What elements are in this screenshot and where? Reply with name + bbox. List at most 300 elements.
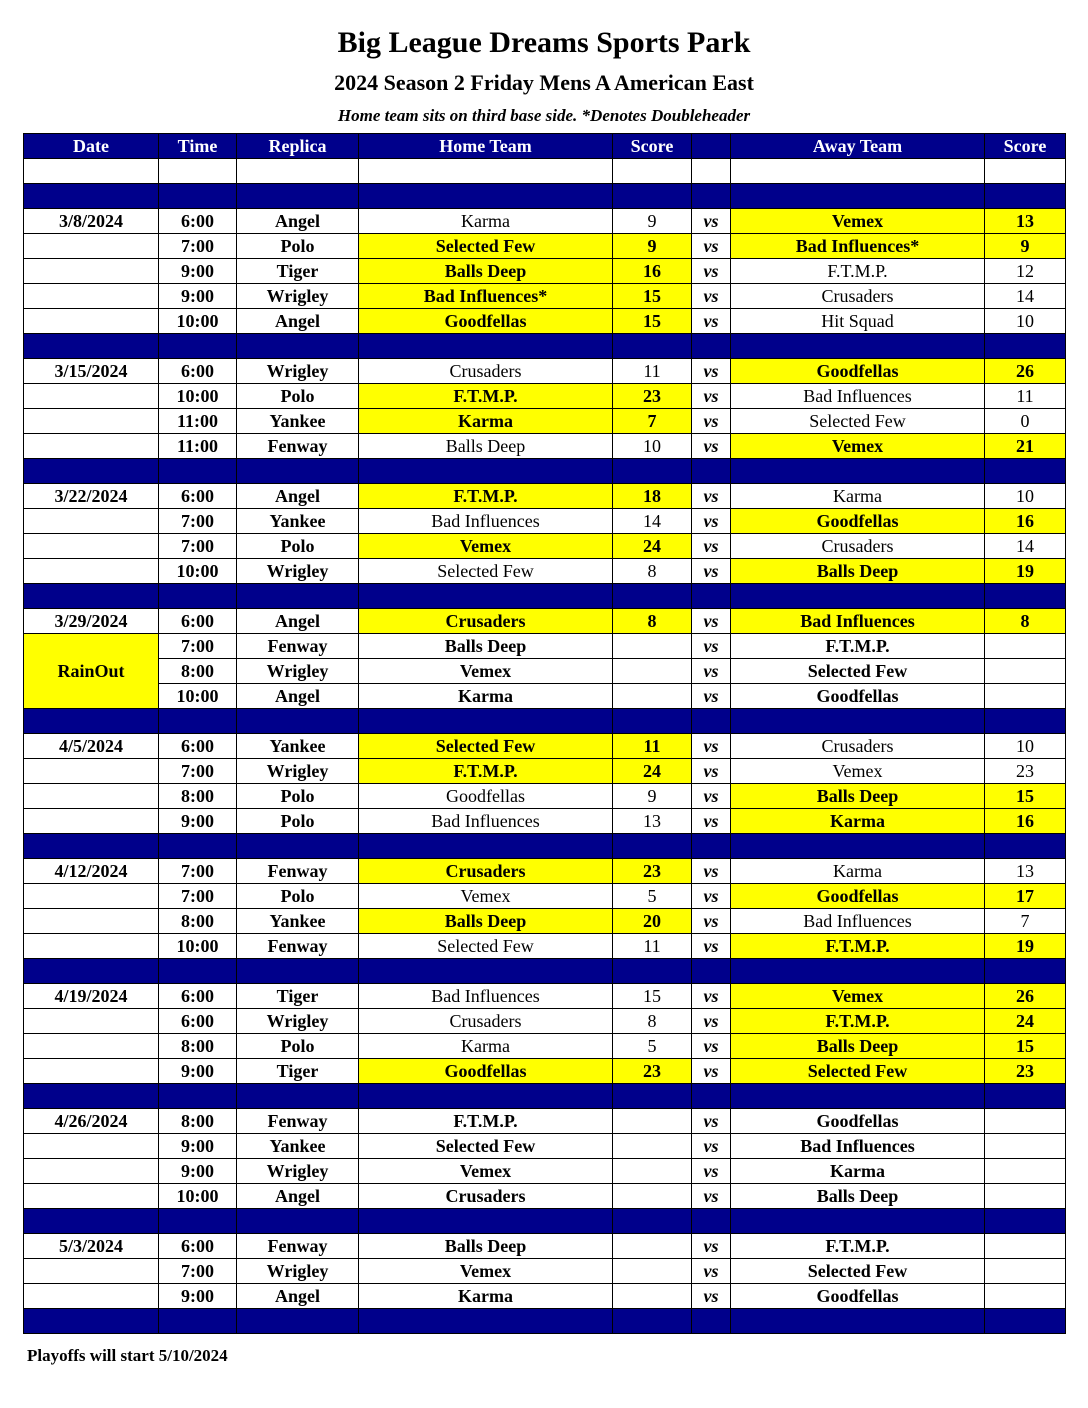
time-cell: 10:00 [159,559,237,584]
table-row [24,284,1066,309]
separator-cell [731,1309,985,1334]
home-team-cell: Vemex [359,534,613,559]
separator-cell [731,1084,985,1109]
date-cell [24,1159,159,1184]
date-cell [24,1284,159,1309]
away-team-cell: F.T.M.P. [731,1009,985,1034]
separator-cell [24,709,159,734]
away-score-cell: 13 [985,209,1066,234]
home-score-cell: 20 [613,909,692,934]
away-team-cell: Bad Influences [731,384,985,409]
date-cell [24,909,159,934]
table-row [24,1259,1066,1284]
vs-cell: vs [692,734,731,759]
date-cell [24,234,159,259]
time-cell: 11:00 [159,434,237,459]
vs-cell: vs [692,534,731,559]
time-cell: 7:00 [159,509,237,534]
vs-cell: vs [692,234,731,259]
separator-cell [359,584,613,609]
separator-row [24,709,1066,734]
separator-cell [237,1309,359,1334]
home-team-cell: Karma [359,409,613,434]
separator-row [24,459,1066,484]
time-cell: 10:00 [159,1184,237,1209]
home-team-cell: Karma [359,684,613,709]
separator-cell [237,1209,359,1234]
away-team-cell: Goodfellas [731,359,985,384]
separator-cell [731,334,985,359]
away-team-cell: Crusaders [731,534,985,559]
away-score-cell: 24 [985,1009,1066,1034]
table-row [24,634,1066,659]
home-team-cell: Bad Influences* [359,284,613,309]
vs-cell: vs [692,659,731,684]
away-score-cell: 10 [985,734,1066,759]
blank-cell [159,159,237,184]
replica-cell: Yankee [237,734,359,759]
home-score-cell [613,1134,692,1159]
time-cell: 7:00 [159,1259,237,1284]
replica-cell: Polo [237,784,359,809]
time-cell: 6:00 [159,484,237,509]
separator-cell [613,1084,692,1109]
separator-cell [613,709,692,734]
vs-cell: vs [692,209,731,234]
separator-cell [692,459,731,484]
away-team-cell: Karma [731,484,985,509]
date-cell [24,809,159,834]
separator-row [24,1209,1066,1234]
time-cell: 6:00 [159,984,237,1009]
separator-cell [692,1084,731,1109]
home-team-cell: F.T.M.P. [359,759,613,784]
separator-cell [24,1084,159,1109]
replica-cell: Polo [237,234,359,259]
replica-cell: Tiger [237,1059,359,1084]
blank-cell [731,159,985,184]
blank-cell [613,159,692,184]
away-score-cell: 26 [985,359,1066,384]
replica-cell: Wrigley [237,659,359,684]
vs-cell: vs [692,609,731,634]
away-score-cell: 17 [985,884,1066,909]
away-score-cell [985,1284,1066,1309]
away-score-cell: 19 [985,559,1066,584]
time-cell: 9:00 [159,1059,237,1084]
vs-cell: vs [692,1184,731,1209]
date-cell [24,934,159,959]
replica-cell: Angel [237,684,359,709]
home-score-cell: 5 [613,1034,692,1059]
replica-cell: Wrigley [237,559,359,584]
vs-cell: vs [692,1009,731,1034]
home-score-cell: 9 [613,234,692,259]
vs-cell: vs [692,859,731,884]
separator-cell [692,1209,731,1234]
blank-row [24,159,1066,184]
home-score-cell: 13 [613,809,692,834]
date-cell [24,434,159,459]
separator-cell [985,459,1066,484]
date-cell [24,1184,159,1209]
time-cell: 7:00 [159,634,237,659]
date-cell: 3/22/2024 [24,484,159,509]
home-score-cell: 8 [613,1009,692,1034]
vs-cell: vs [692,259,731,284]
vs-cell: vs [692,909,731,934]
table-row [24,909,1066,934]
col-header-away-team: Away Team [731,134,985,159]
vs-cell: vs [692,1284,731,1309]
time-cell: 9:00 [159,809,237,834]
away-team-cell: Vemex [731,984,985,1009]
time-cell: 6:00 [159,1234,237,1259]
time-cell: 10:00 [159,934,237,959]
separator-cell [359,184,613,209]
home-score-cell: 14 [613,509,692,534]
replica-cell: Angel [237,1284,359,1309]
away-team-cell: Goodfellas [731,509,985,534]
separator-cell [731,584,985,609]
separator-cell [359,834,613,859]
separator-cell [159,834,237,859]
vs-cell: vs [692,559,731,584]
vs-cell: vs [692,1034,731,1059]
home-team-cell: Vemex [359,1159,613,1184]
date-cell [24,1034,159,1059]
vs-cell: vs [692,984,731,1009]
away-team-cell: Karma [731,1159,985,1184]
home-team-cell: Vemex [359,884,613,909]
table-row [24,1034,1066,1059]
away-score-cell: 12 [985,259,1066,284]
playoffs-note: Playoffs will start 5/10/2024 [27,1346,228,1365]
replica-cell: Angel [237,209,359,234]
separator-row [24,184,1066,209]
replica-cell: Angel [237,309,359,334]
home-team-cell: Goodfellas [359,1059,613,1084]
replica-cell: Fenway [237,1234,359,1259]
date-cell: 5/3/2024 [24,1234,159,1259]
vs-cell: vs [692,309,731,334]
separator-cell [731,709,985,734]
home-score-cell: 15 [613,984,692,1009]
home-team-cell: Selected Few [359,1134,613,1159]
date-cell [24,884,159,909]
table-row [24,1184,1066,1209]
separator-cell [731,1209,985,1234]
away-team-cell: Goodfellas [731,684,985,709]
vs-cell: vs [692,1059,731,1084]
home-team-cell: Selected Few [359,734,613,759]
blank-cell [985,159,1066,184]
replica-cell: Yankee [237,409,359,434]
separator-cell [24,834,159,859]
home-team-cell: F.T.M.P. [359,384,613,409]
separator-cell [237,334,359,359]
table-row [24,884,1066,909]
table-row [24,1109,1066,1134]
date-cell [24,1059,159,1084]
home-team-cell: Vemex [359,1259,613,1284]
separator-cell [985,1084,1066,1109]
home-score-cell: 8 [613,559,692,584]
home-score-cell: 5 [613,884,692,909]
away-score-cell: 0 [985,409,1066,434]
home-team-cell: F.T.M.P. [359,1109,613,1134]
date-cell [24,509,159,534]
col-header-vs [692,134,731,159]
replica-cell: Fenway [237,934,359,959]
away-team-cell: Selected Few [731,409,985,434]
away-score-cell: 10 [985,484,1066,509]
home-score-cell: 23 [613,1059,692,1084]
home-team-cell: Balls Deep [359,434,613,459]
table-row [24,734,1066,759]
separator-cell [237,184,359,209]
away-team-cell: Vemex [731,759,985,784]
separator-cell [692,584,731,609]
separator-cell [237,459,359,484]
separator-cell [613,459,692,484]
date-cell [24,759,159,784]
away-team-cell: Karma [731,859,985,884]
home-score-cell: 9 [613,784,692,809]
separator-cell [159,709,237,734]
separator-row [24,1309,1066,1334]
vs-cell: vs [692,809,731,834]
date-cell [24,1009,159,1034]
separator-cell [237,709,359,734]
home-team-cell: Bad Influences [359,809,613,834]
away-team-cell: Bad Influences [731,609,985,634]
home-score-cell [613,634,692,659]
blank-cell [359,159,613,184]
date-cell: 3/8/2024 [24,209,159,234]
table-header-row [24,134,1066,159]
replica-cell: Yankee [237,1134,359,1159]
table-row [24,859,1066,884]
home-score-cell: 9 [613,209,692,234]
date-cell: 4/12/2024 [24,859,159,884]
separator-cell [985,1209,1066,1234]
col-header-replica: Replica [237,134,359,159]
table-row [24,484,1066,509]
time-cell: 8:00 [159,1034,237,1059]
date-cell [24,309,159,334]
separator-cell [359,709,613,734]
separator-cell [159,1309,237,1334]
table-row [24,1134,1066,1159]
replica-cell: Yankee [237,909,359,934]
col-header-home-team: Home Team [359,134,613,159]
replica-cell: Fenway [237,634,359,659]
away-score-cell [985,1159,1066,1184]
away-team-cell: F.T.M.P. [731,259,985,284]
date-cell [24,409,159,434]
replica-cell: Wrigley [237,1159,359,1184]
vs-cell: vs [692,284,731,309]
date-cell [24,259,159,284]
separator-cell [985,709,1066,734]
vs-cell: vs [692,1259,731,1284]
vs-cell: vs [692,784,731,809]
away-team-cell: Bad Influences [731,1134,985,1159]
home-score-cell: 8 [613,609,692,634]
time-cell: 9:00 [159,1159,237,1184]
away-score-cell [985,1184,1066,1209]
away-team-cell: Balls Deep [731,1184,985,1209]
date-cell [24,559,159,584]
away-score-cell [985,1134,1066,1159]
separator-cell [692,334,731,359]
separator-row [24,334,1066,359]
home-score-cell: 11 [613,734,692,759]
home-score-cell [613,1159,692,1184]
away-team-cell: Vemex [731,434,985,459]
replica-cell: Wrigley [237,1009,359,1034]
replica-cell: Angel [237,1184,359,1209]
away-team-cell: Goodfellas [731,1109,985,1134]
separator-cell [692,1309,731,1334]
separator-cell [359,1209,613,1234]
away-score-cell: 23 [985,759,1066,784]
away-score-cell: 26 [985,984,1066,1009]
page-note: Home team sits on third base side. *Denotes Doubleheader [337,106,751,125]
away-score-cell: 21 [985,434,1066,459]
home-score-cell: 11 [613,934,692,959]
table-row [24,684,1066,709]
separator-cell [613,184,692,209]
separator-cell [359,459,613,484]
home-score-cell: 23 [613,859,692,884]
away-team-cell: Selected Few [731,1059,985,1084]
time-cell: 6:00 [159,734,237,759]
blank-cell [24,159,159,184]
vs-cell: vs [692,384,731,409]
separator-row [24,1084,1066,1109]
vs-cell: vs [692,1159,731,1184]
separator-cell [237,959,359,984]
time-cell: 10:00 [159,684,237,709]
separator-row [24,834,1066,859]
separator-cell [24,1209,159,1234]
time-cell: 7:00 [159,884,237,909]
away-team-cell: Crusaders [731,284,985,309]
away-team-cell: F.T.M.P. [731,934,985,959]
replica-cell: Fenway [237,1109,359,1134]
separator-cell [237,834,359,859]
away-score-cell [985,1234,1066,1259]
separator-cell [692,709,731,734]
date-cell: 4/19/2024 [24,984,159,1009]
away-team-cell: Selected Few [731,1259,985,1284]
away-score-cell: 14 [985,534,1066,559]
away-score-cell: 14 [985,284,1066,309]
away-score-cell [985,1109,1066,1134]
replica-cell: Wrigley [237,284,359,309]
home-score-cell: 10 [613,434,692,459]
separator-row [24,584,1066,609]
away-team-cell: Balls Deep [731,559,985,584]
vs-cell: vs [692,934,731,959]
time-cell: 9:00 [159,259,237,284]
col-header-away-score: Score [985,134,1066,159]
blank-cell [692,159,731,184]
home-team-cell: Karma [359,209,613,234]
replica-cell: Wrigley [237,1259,359,1284]
table-row [24,1284,1066,1309]
separator-cell [985,334,1066,359]
home-score-cell [613,1259,692,1284]
date-cell: 3/15/2024 [24,359,159,384]
away-team-cell: F.T.M.P. [731,634,985,659]
home-team-cell: Crusaders [359,1184,613,1209]
replica-cell: Polo [237,1034,359,1059]
home-score-cell: 24 [613,759,692,784]
separator-cell [985,184,1066,209]
table-row [24,1059,1066,1084]
replica-cell: Polo [237,384,359,409]
date-cell [24,284,159,309]
separator-cell [692,184,731,209]
home-team-cell: Bad Influences [359,984,613,1009]
replica-cell: Wrigley [237,759,359,784]
replica-cell: Polo [237,809,359,834]
table-row [24,209,1066,234]
time-cell: 7:00 [159,759,237,784]
home-team-cell: Balls Deep [359,909,613,934]
time-cell: 6:00 [159,209,237,234]
col-header-home-score: Score [613,134,692,159]
separator-cell [359,959,613,984]
table-row [24,659,1066,684]
time-cell: 8:00 [159,784,237,809]
col-header-date: Date [24,134,159,159]
away-team-cell: Goodfellas [731,884,985,909]
vs-cell: vs [692,484,731,509]
home-team-cell: Karma [359,1034,613,1059]
separator-cell [359,1309,613,1334]
separator-cell [24,1309,159,1334]
time-cell: 7:00 [159,859,237,884]
separator-cell [159,584,237,609]
table-row [24,809,1066,834]
home-team-cell: Selected Few [359,234,613,259]
separator-cell [985,834,1066,859]
time-cell: 6:00 [159,1009,237,1034]
home-score-cell [613,1184,692,1209]
home-score-cell: 15 [613,309,692,334]
time-cell: 8:00 [159,1109,237,1134]
separator-cell [159,184,237,209]
separator-cell [731,834,985,859]
table-row [24,1159,1066,1184]
home-team-cell: Balls Deep [359,1234,613,1259]
home-team-cell: Goodfellas [359,309,613,334]
home-team-cell: F.T.M.P. [359,484,613,509]
separator-cell [985,959,1066,984]
time-cell: 6:00 [159,609,237,634]
separator-cell [613,834,692,859]
table-row [24,534,1066,559]
away-team-cell: Crusaders [731,734,985,759]
page-title: Big League Dreams Sports Park [337,26,751,59]
replica-cell: Fenway [237,859,359,884]
table-row [24,1234,1066,1259]
replica-cell: Polo [237,534,359,559]
